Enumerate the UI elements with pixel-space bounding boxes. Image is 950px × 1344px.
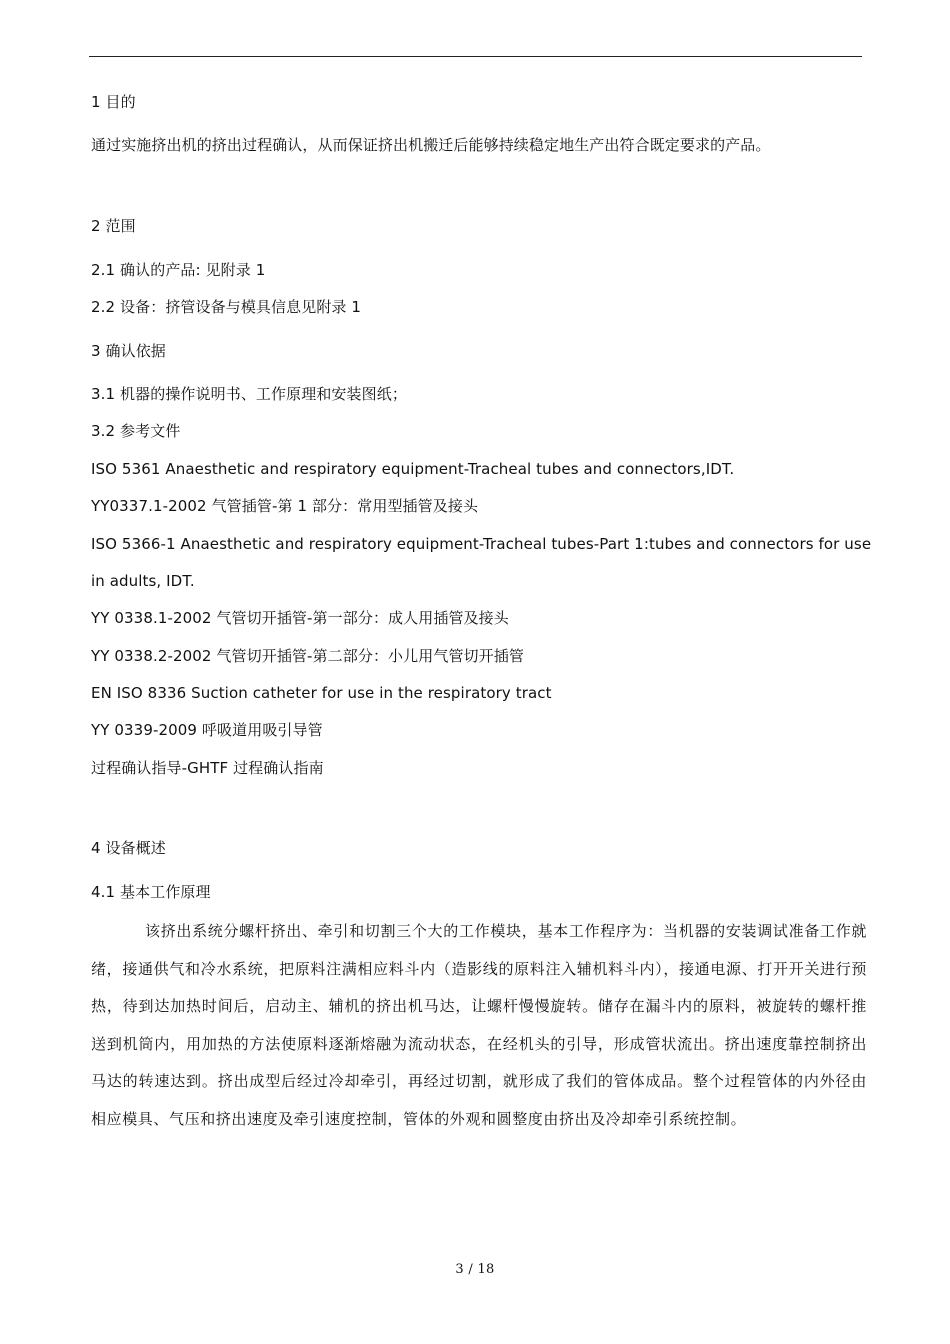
reference-iso-5361: ISO 5361 Anaesthetic and respiratory equipment-Tracheal tubes and connectors,IDT. [91, 460, 735, 478]
scope-equipment: 2.2 设备：挤管设备与模具信息见附录 1 [91, 298, 362, 316]
purpose-text: 通过实施挤出机的挤出过程确认，从而保证挤出机搬迁后能够持续稳定地生产出符合既定要求的产品。 [91, 136, 771, 154]
section-1-heading: 1 目的 [91, 93, 136, 111]
reference-en-iso-8336: EN ISO 8336 Suction catheter for use in the respiratory tract [91, 684, 552, 702]
reference-yy0338-2: YY 0338.2-2002 气管切开插管-第二部分：小儿用气管切开插管 [91, 647, 524, 665]
header-rule [89, 56, 862, 57]
section-4-1-heading: 4.1 基本工作原理 [91, 883, 211, 901]
basis-references-heading: 3.2 参考文件 [91, 422, 181, 440]
scope-product: 2.1 确认的产品: 见附录 1 [91, 261, 266, 279]
reference-yy0338-1: YY 0338.1-2002 气管切开插管-第一部分：成人用插管及接头 [91, 609, 509, 627]
page-number: 3 / 18 [455, 1262, 495, 1277]
reference-ghtf: 过程确认指导-GHTF 过程确认指南 [91, 759, 324, 777]
basis-manuals: 3.1 机器的操作说明书、工作原理和安装图纸； [91, 385, 407, 403]
reference-iso-5366-1-cont: in adults, IDT. [91, 572, 195, 590]
reference-iso-5366-1: ISO 5366-1 Anaesthetic and respiratory equipment-Tracheal tubes-Part 1:tubes and connectors for use [91, 535, 872, 553]
section-3-heading: 3 确认依据 [91, 342, 166, 360]
section-2-heading: 2 范围 [91, 217, 136, 235]
working-principle-paragraph: 该挤出系统分螺杆挤出、牵引和切割三个大的工作模块，基本工作程序为：当机器的安装调试准备工作就绪，接通供气和冷水系统，把原料注满相应料斗内（造影线的原料注入辅机料斗内），接通电源、打开开关进行预热，待到达加热时间后，启动主、辅机的挤出机马达，让螺杆慢慢旋转。储存在漏斗内的原料，被旋转的螺杆推送到机筒内，用加热的方法使原料逐渐熔融为流动状态，在经机头的引导，形成管状流出。挤出速度靠控制挤出马达的转速达到。挤出成型后经过冷却牵引，再经过切割，就形成了我们的管体成品。整个过程管体的内外径由相应模具、气压和挤出速度及牵引速度控制，管体的外观和圆整度由挤出及冷却牵引系统控制。 [91, 922, 867, 1128]
reference-yy0339: YY 0339-2009 呼吸道用吸引导管 [91, 721, 323, 739]
section-4-heading: 4 设备概述 [91, 839, 166, 857]
reference-yy0337: YY0337.1-2002 气管插管-第 1 部分：常用型插管及接头 [91, 497, 479, 515]
